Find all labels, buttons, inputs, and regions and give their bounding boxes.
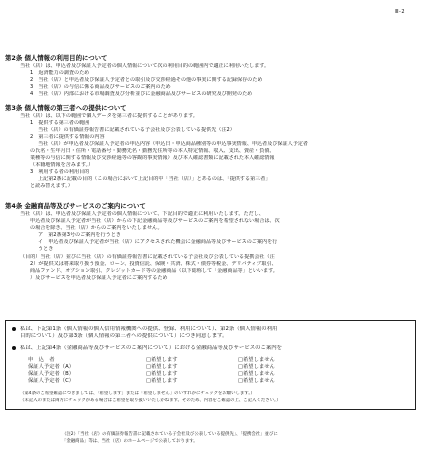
- section-2-line: 2 当社（店）と申込者及び保証人予定者との取引及び交渉経過その他の事実に関する記録保存のため: [30, 77, 263, 83]
- section-2-title: 第2条 個人情報の利用目的について: [5, 54, 108, 62]
- section-4-line: の場合を除き、当社（店）からのご案内をいたしません。: [30, 225, 163, 231]
- section-2-line: 4 当社（店）内部における市場調査及び分析並びに金融商品及びサービスの研究及び開発のため: [30, 91, 253, 97]
- section-3-line: の氏名・生年月日・住所・電話番号・勤務先名・勤務先住所等の本人特定情報、収入、支出、資産・負債、: [30, 148, 275, 154]
- no-wish-checkbox[interactable]: □希望しません: [238, 357, 275, 363]
- applicant-label: 申 込 者: [28, 357, 55, 363]
- consent-text: 私は、下記第1条（個人情報の個人信用情報機関への提供、登録、利用について）、第2条（個人情報の利用: [20, 326, 278, 332]
- wish-checkbox[interactable]: □希望します: [146, 371, 178, 377]
- section-4-line: ）及びサービスを申込者及び保証人予定者にご案内するため: [30, 275, 168, 281]
- footnote: （注2）「当社（店）の有価証券報告書に記載されている子会社及び公表している提供先」、「提携会社」並びに: [62, 432, 278, 437]
- wish-checkbox[interactable]: □希望します: [146, 357, 178, 363]
- section-3-line: （本籍地情報を含みます。）: [30, 162, 94, 168]
- wish-checkbox[interactable]: □希望します: [146, 364, 178, 370]
- guarantor-b-label: 保証人予定者（B）: [28, 371, 75, 377]
- consent-box: [5, 320, 416, 410]
- consent-note: （第4条のご希望確認につきましては、「希望します」または「希望しません」のいずれかにチェックをお願いします。）: [20, 391, 255, 396]
- section-4-line: （目的）当社（店）並びに当社（店）の有価証券報告書に記載されている子会社及び公表している提携会社（注: [20, 254, 275, 260]
- section-3-line: 業種等の与信に関する情報及び交渉経過等の客観的事実情報）及び本人確認書類に記載された本人確認情報: [30, 155, 275, 161]
- section-3-line: 2 第三者に提供する情報の内容: [30, 134, 105, 140]
- preference-row: [28, 378, 388, 385]
- consent-note: （未記入のまたは両方にチェックがある場合はご希望を取り扱いいたしかねます。そのため、内容をご確認の上、ご記入ください。）: [20, 398, 281, 403]
- section-3-line: 当社（店）は、以下の範囲で個人データを第三者に提供することがあります。: [20, 113, 198, 119]
- preference-row: [28, 364, 388, 371]
- section-4-line: うとき: [38, 246, 54, 252]
- consent-text: 私は、上記第4条（金融商品等及びサービスのご案内について）における金融商品等及びサービスのご案内を: [20, 345, 283, 351]
- preference-row: [28, 371, 388, 378]
- consent-statement-2: [12, 345, 411, 352]
- section-4-line: 申込者及び保証人予定者が当社（店）からの下記金融商品等及びサービスのご案内を希望されない場合は、次: [30, 218, 280, 224]
- guarantor-a-label: 保証人予定者（A）: [28, 364, 74, 370]
- section-3-line: 当社（店）の有価証券報告書に記載されている子会社及び公表している提供先（注2）: [38, 127, 235, 133]
- preference-row: [28, 357, 388, 364]
- no-wish-checkbox[interactable]: □希望しません: [238, 378, 275, 384]
- section-4-line: ア 第2条第3号のご案内を行うとき: [38, 232, 121, 238]
- section-3-line: 1 提供する第三者の範囲: [30, 120, 90, 126]
- section-2-line: 3 当社（店）の与信に係る商品及びサービスのご案内のため: [30, 84, 171, 90]
- section-3-line: 3 利用する者の利用目的: [30, 169, 90, 175]
- section-3-title: 第3条 個人情報の第三者への提供について: [5, 104, 127, 112]
- section-3-line: 当社（店）が申込者及び保証人予定者の申込内容（申込日・申込商品種別等の申込事実情報、申込者及び保証人予定者: [38, 141, 308, 147]
- section-3-line: 上記第2条に記載の目的（この場合において上記目的中「当社（店）」とあるのは、「提供する第三者」: [38, 176, 271, 182]
- section-4-line: 2）が提供又は将来取り扱う預金、ローン、投資信託、保険・共済、株式・債券等税金、デリバティブ取引、: [30, 261, 277, 267]
- bullet-icon: [12, 346, 16, 350]
- section-4-line: イ 申込者及び保証人予定者が当社（店）にアクセスされた機会に金融商品等及びサービスのご案内を行: [38, 239, 278, 245]
- footnote: 「金融商品」等は、当社（店）のホームページで公表しております。: [62, 439, 198, 444]
- bullet-icon: [12, 327, 16, 331]
- section-4-line: 商品ファンド、オプション取引、クレジットカード等の金融商品（以下総称して「金融商品等」といいます。: [30, 268, 278, 274]
- consent-statement-1-cont: 目的について）及び第3条（個人情報の第三者への提供について）につき同意します。: [20, 333, 228, 339]
- section-4-line: 当社（店）は、申込者及び保証人予定者の個人情報について、下記目的で適正に利用いたします。ただし、: [20, 211, 264, 217]
- consent-statement-1: [12, 326, 411, 333]
- section-4-title: 第4条 金融商品等及びサービスのご案内について: [5, 202, 146, 210]
- section-2-line: 1 返済能力の調査のため: [30, 70, 90, 76]
- page-number: Ⅲ-2: [395, 9, 405, 15]
- no-wish-checkbox[interactable]: □希望しません: [238, 364, 275, 370]
- guarantor-c-label: 保証人予定者（C）: [28, 378, 75, 384]
- section-3-line: と読み替えます。）: [30, 183, 73, 189]
- wish-checkbox[interactable]: □希望します: [146, 378, 178, 384]
- no-wish-checkbox[interactable]: □希望しません: [238, 371, 275, 377]
- section-2-line: 当社（店）は、申込者及び保証人予定者の個人情報について次の利用目的の範囲内で適正に利用いたします。: [20, 63, 270, 69]
